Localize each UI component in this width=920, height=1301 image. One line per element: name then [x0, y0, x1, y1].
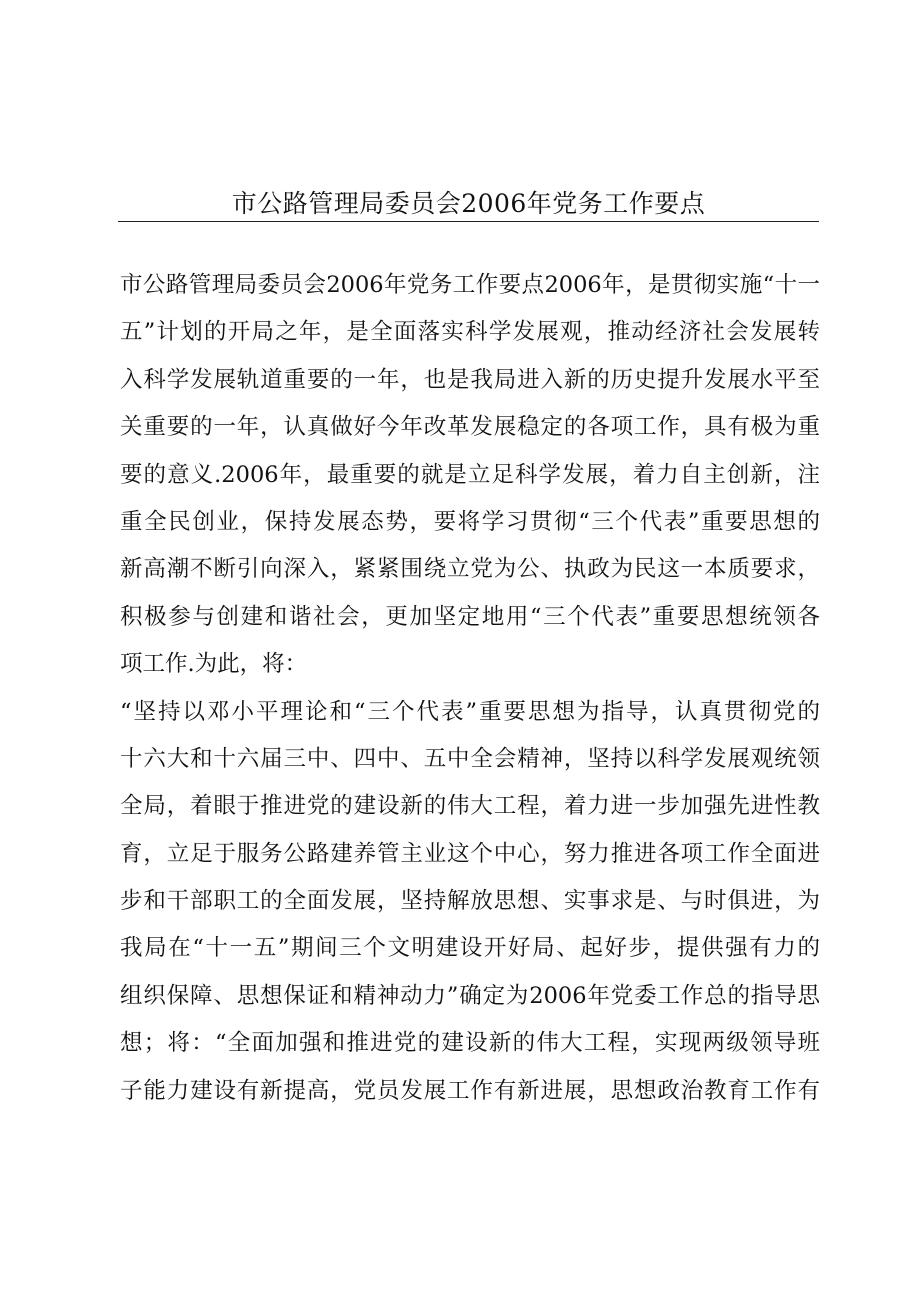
body-line: 关重要的一年，认真做好今年改革发展稳定的各项工作，具有极为重 [120, 414, 820, 441]
body-line: “坚持以邓小平理论和“三个代表”重要思想为指导，认真贯彻党的 [120, 698, 820, 725]
body-line: 子能力建设有新提高，党员发展工作有新进展，思想政治教育工作有 [120, 1077, 820, 1104]
body-line: 市公路管理局委员会2006年党务工作要点2006年，是贯彻实施“十一 [120, 272, 820, 298]
document-body [120, 262, 820, 1115]
body-line: 组织保障、思想保证和精神动力”确定为2006年党委工作总的指导思 [120, 982, 820, 1009]
body-line: 重全民创业，保持发展态势，要将学习贯彻“三个代表”重要思想的 [120, 508, 820, 535]
body-line: 我局在“十一五”期间三个文明建设开好局、起好步，提供强有力的 [120, 935, 820, 962]
body-line: 步和干部职工的全面发展，坚持解放思想、实事求是、与时俱进，为 [120, 888, 820, 915]
body-line: 新高潮不断引向深入，紧紧围绕立党为公、执政为民这一本质要求， [120, 556, 820, 583]
title-underline [118, 221, 819, 222]
body-line: 积极参与创建和谐社会，更加坚定地用“三个代表”重要思想统领各 [120, 603, 820, 630]
body-line: 十六大和十六届三中、四中、五中全会精神，坚持以科学发展观统领 [120, 745, 820, 772]
body-line: 育，立足于服务公路建养管主业这个中心，努力推进各项工作全面进 [120, 840, 820, 867]
body-line: 全局，着眼于推进党的建设新的伟大工程，着力进一步加强先进性教 [120, 793, 820, 820]
body-line: 项工作.为此，将： [120, 651, 308, 678]
document-title: 市公路管理局委员会2006年党务工作要点 [231, 189, 706, 218]
body-line: 入科学发展轨道重要的一年，也是我局进入新的历史提升发展水平至 [120, 366, 820, 393]
body-line: 要的意义.2006年，最重要的就是立足科学发展，着力自主创新，注 [120, 461, 820, 488]
body-line: 想；将：“全面加强和推进党的建设新的伟大工程，实现两级领导班 [120, 1030, 820, 1057]
body-line: 五”计划的开局之年，是全面落实科学发展观，推动经济社会发展转 [120, 319, 820, 346]
